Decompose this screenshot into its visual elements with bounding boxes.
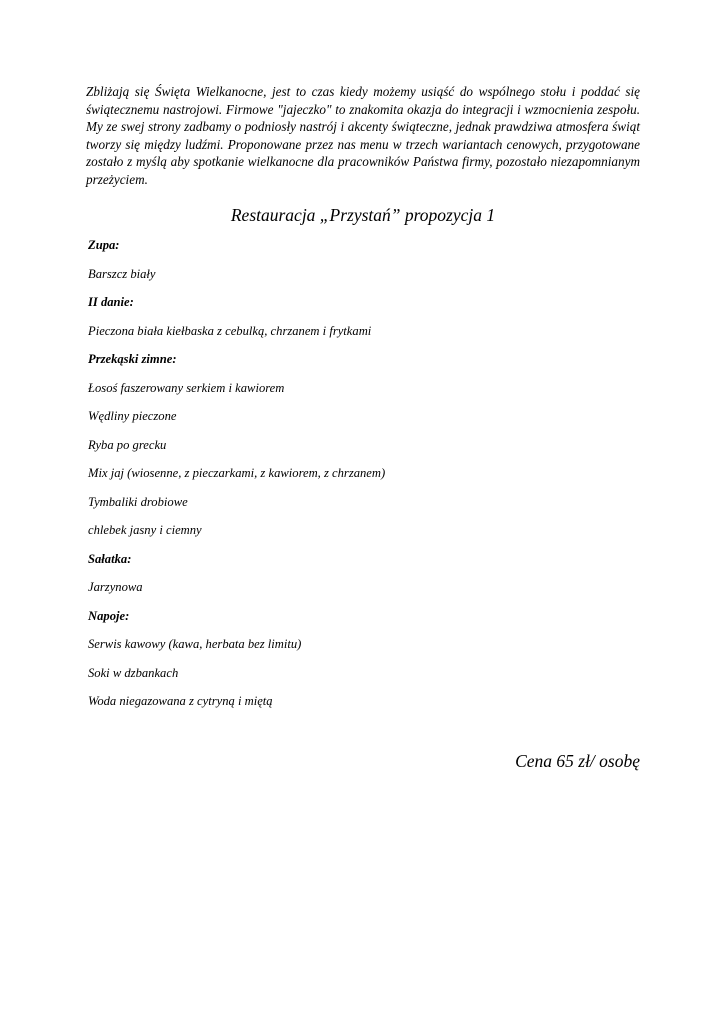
section-heading-cold-appetizers: Przekąski zimne: (88, 352, 177, 366)
price-label: Cena 65 zł/ osobę (515, 751, 640, 771)
menu-item: Soki w dzbankach (88, 665, 179, 680)
menu-item: chlebek jasny i ciemny (88, 523, 202, 537)
section-heading-main-course: II danie: (88, 295, 134, 309)
menu-item: Jarzynowa (88, 580, 143, 594)
menu-item: Łosoś faszerowany serkiem i kawiorem (88, 380, 285, 395)
menu-item: Wędliny pieczone (88, 409, 177, 423)
section-heading-salad: Sałatka: (88, 551, 132, 566)
section-heading-drinks: Napoje: (88, 608, 130, 623)
menu-list (88, 235, 628, 720)
section-heading-soup: Zupa: (88, 238, 120, 252)
menu-item: Pieczona biała kiełbaska z cebulką, chrzanem i frytkami (88, 323, 372, 338)
menu-item: Woda niegazowana z cytryną i miętą (88, 694, 273, 708)
menu-item: Mix jaj (wiosenne, z pieczarkami, z kawiorem, z chrzanem) (88, 466, 386, 480)
menu-item: Tymbaliki drobiowe (88, 494, 188, 509)
intro-paragraph: Zbliżają się Święta Wielkanocne, jest to czas kiedy możemy usiąść do wspólnego stołu i poddać się świątecznemu nastrojowi. Firmowe "jajeczko" to znakomita okazja do integracji i wzmocnienia zespołu. My ze swej strony zadbamy o podniosły nastrój i akcenty świąteczne, jednak prawdziwa atmosfera świąt tworzy się między ludźmi. Proponowane przez nas menu w trzech wariantach cenowych, przygotowane zostało z myślą aby spotkanie wielkanocne dla pracowników Państwa firmy, pozostało niezapomnianym przeżyciem. (86, 84, 640, 187)
menu-item: Serwis kawowy (kawa, herbata bez limitu) (88, 637, 302, 651)
menu-item: Ryba po grecku (88, 437, 167, 452)
menu-title: Restauracja „Przystań” propozycja 1 (230, 205, 496, 225)
menu-item: Barszcz biały (88, 266, 156, 281)
